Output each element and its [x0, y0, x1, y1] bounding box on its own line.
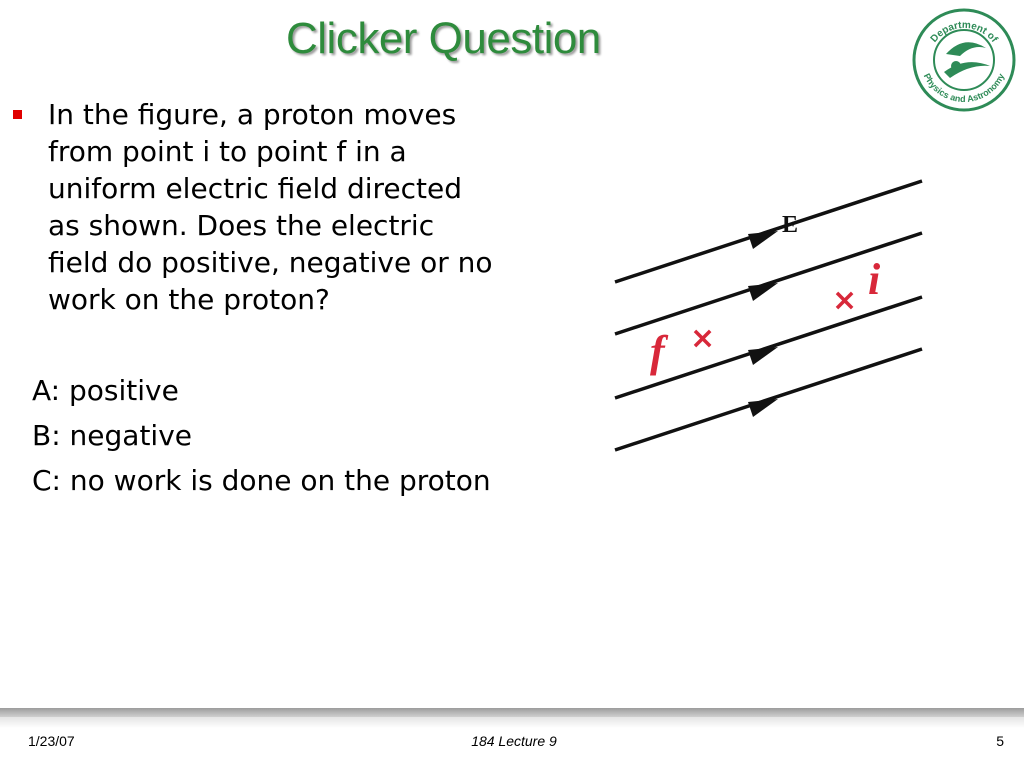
field-arrow-2-icon — [748, 283, 778, 301]
department-logo — [910, 8, 1018, 112]
footer-page-number: 5 — [996, 733, 1004, 749]
point-label-i: i — [868, 255, 881, 304]
slide-title: Clicker Question — [286, 14, 601, 63]
field-arrow-1-icon — [748, 231, 778, 249]
field-arrow-3-icon — [748, 347, 778, 365]
footer-lecture: 184 Lecture 9 — [471, 733, 557, 749]
logo-text-bottom: Physics and Astronomy — [921, 71, 1007, 105]
question-text: In the figure, a proton moves from point i to point f in a uniform electric field directed as shown. Does the electric field do positive, negative or no work on the proton? — [48, 98, 493, 316]
field-arrow-4-icon — [748, 399, 778, 417]
answer-options — [32, 368, 491, 503]
field-label-e: E — [782, 212, 799, 238]
footer-date: 1/23/07 — [28, 733, 75, 749]
point-marker-f-icon: × — [690, 321, 716, 356]
footer-divider — [0, 708, 1024, 717]
logo-text-top: Department of — [928, 19, 1000, 45]
option-b: B: negative — [32, 419, 193, 452]
option-c: C: no work is done on the proton — [32, 464, 491, 497]
point-marker-i-icon: × — [832, 283, 858, 318]
option-a: A: positive — [32, 374, 179, 407]
point-label-f: f — [650, 327, 665, 376]
electric-field-figure — [612, 176, 926, 456]
bullet-square-icon — [13, 110, 22, 119]
